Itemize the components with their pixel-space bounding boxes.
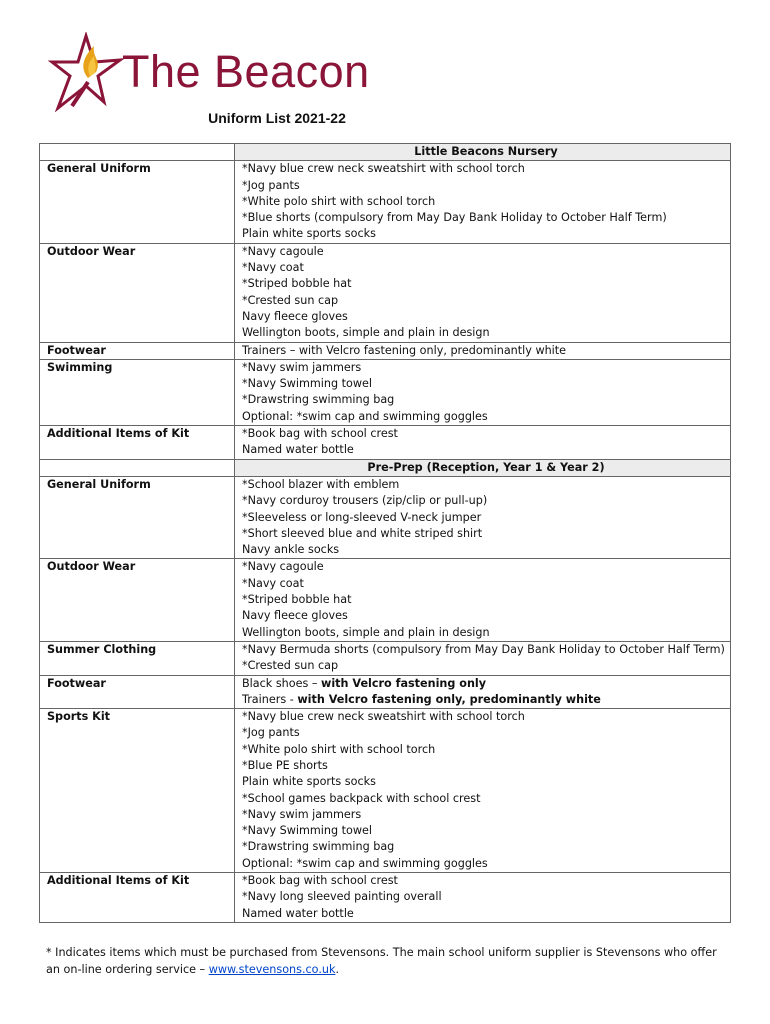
category-label: Additional Items of Kit	[40, 873, 235, 923]
item-list	[235, 243, 731, 342]
list-item: *School blazer with emblem	[242, 477, 400, 491]
list-item: *School games backpack with school crest	[242, 791, 481, 805]
list-item: *Drawstring swimming bag	[242, 840, 395, 854]
logo-wordmark: The Beacon	[122, 46, 370, 97]
item-list	[235, 559, 731, 641]
item-list	[235, 873, 731, 923]
list-item: *Blue PE shorts	[242, 758, 328, 772]
list-item-text: Trainers -	[242, 692, 298, 706]
list-item-emphasis: with Velcro fastening only	[321, 676, 487, 690]
item-list	[235, 342, 731, 359]
list-item	[242, 676, 730, 692]
list-item: Plain white sports socks	[242, 227, 376, 241]
item-list	[235, 476, 731, 558]
category-label: Additional Items of Kit	[40, 426, 235, 460]
list-item: *Navy swim jammers	[242, 360, 362, 374]
item-list	[235, 359, 731, 425]
list-item: *Crested sun cap	[242, 659, 339, 673]
footnote	[46, 945, 726, 978]
list-item	[242, 692, 730, 708]
item-list	[235, 675, 731, 709]
list-item: *Navy Swimming towel	[242, 377, 373, 391]
list-item: *Navy Swimming towel	[242, 824, 373, 838]
category-label: Summer Clothing	[40, 641, 235, 675]
item-list	[235, 641, 731, 675]
category-label: General Uniform	[40, 161, 235, 243]
list-item: *Short sleeved blue and white striped shirt	[242, 526, 483, 540]
list-item: Optional: *swim cap and swimming goggles	[242, 856, 488, 870]
list-item: *Jog pants	[242, 178, 300, 192]
list-item: *Navy cagoule	[242, 244, 324, 258]
list-item: *Book bag with school crest	[242, 874, 398, 888]
category-label: Outdoor Wear	[40, 243, 235, 342]
list-item: *Drawstring swimming bag	[242, 393, 395, 407]
list-item: *Navy coat	[242, 576, 304, 590]
list-item: *Navy cagoule	[242, 560, 324, 574]
list-item: *White polo shirt with school torch	[242, 742, 436, 756]
category-label: Footwear	[40, 342, 235, 359]
footnote-text: * Indicates items which must be purchased from Stevensons. The main school uniform supplier is Stevensons who offer an on-line ordering service –	[46, 946, 717, 976]
list-item-emphasis: with Velcro fastening only, predominantly white	[297, 692, 601, 706]
list-item: Named water bottle	[242, 443, 354, 457]
list-item: *Crested sun cap	[242, 293, 339, 307]
page-title: Uniform List 2021-22	[208, 110, 346, 126]
item-list	[235, 426, 731, 460]
list-item: Navy fleece gloves	[242, 609, 348, 623]
list-item: *Jog pants	[242, 726, 300, 740]
item-list	[235, 161, 731, 243]
list-item: *Book bag with school crest	[242, 427, 398, 441]
list-item: Wellington boots, simple and plain in design	[242, 326, 490, 340]
category-label: Footwear	[40, 675, 235, 709]
list-item: *White polo shirt with school torch	[242, 194, 436, 208]
list-item-text: Black shoes –	[242, 676, 322, 690]
list-item: *Blue shorts (compulsory from May Day Bank Holiday to October Half Term)	[242, 211, 667, 225]
list-item: *Striped bobble hat	[242, 277, 352, 291]
list-item: Trainers – with Velcro fastening only, predominantly white	[242, 343, 567, 357]
list-item: *Navy Bermuda shorts (compulsory from May Day Bank Holiday to October Half Term)	[242, 642, 725, 656]
list-item: *Navy coat	[242, 261, 304, 275]
item-list	[235, 709, 731, 873]
list-item: Named water bottle	[242, 906, 354, 920]
footnote-end: .	[335, 962, 340, 976]
list-item: *Navy long sleeved painting overall	[242, 890, 442, 904]
list-item: *Striped bobble hat	[242, 593, 352, 607]
list-item: *Sleeveless or long-sleeved V-neck jumper	[242, 510, 482, 524]
list-item: Navy ankle socks	[242, 543, 340, 557]
section-heading-nursery: Little Beacons Nursery	[235, 144, 731, 161]
stevensons-link[interactable]: www.stevensons.co.uk	[208, 962, 336, 976]
section-heading-preprep: Pre-Prep (Reception, Year 1 & Year 2)	[235, 459, 731, 476]
category-label: General Uniform	[40, 476, 235, 558]
list-item: *Navy blue crew neck sweatshirt with school torch	[242, 162, 525, 176]
uniform-table	[39, 143, 731, 923]
category-label: Swimming	[40, 359, 235, 425]
list-item: *Navy blue crew neck sweatshirt with school torch	[242, 710, 525, 724]
list-item: *Navy corduroy trousers (zip/clip or pull-up)	[242, 494, 488, 508]
list-item: Wellington boots, simple and plain in design	[242, 625, 490, 639]
list-item: Optional: *swim cap and swimming goggles	[242, 409, 488, 423]
list-item: *Navy swim jammers	[242, 807, 362, 821]
category-label: Sports Kit	[40, 709, 235, 873]
list-item: Navy fleece gloves	[242, 309, 348, 323]
category-label: Outdoor Wear	[40, 559, 235, 641]
list-item: Plain white sports socks	[242, 775, 376, 789]
